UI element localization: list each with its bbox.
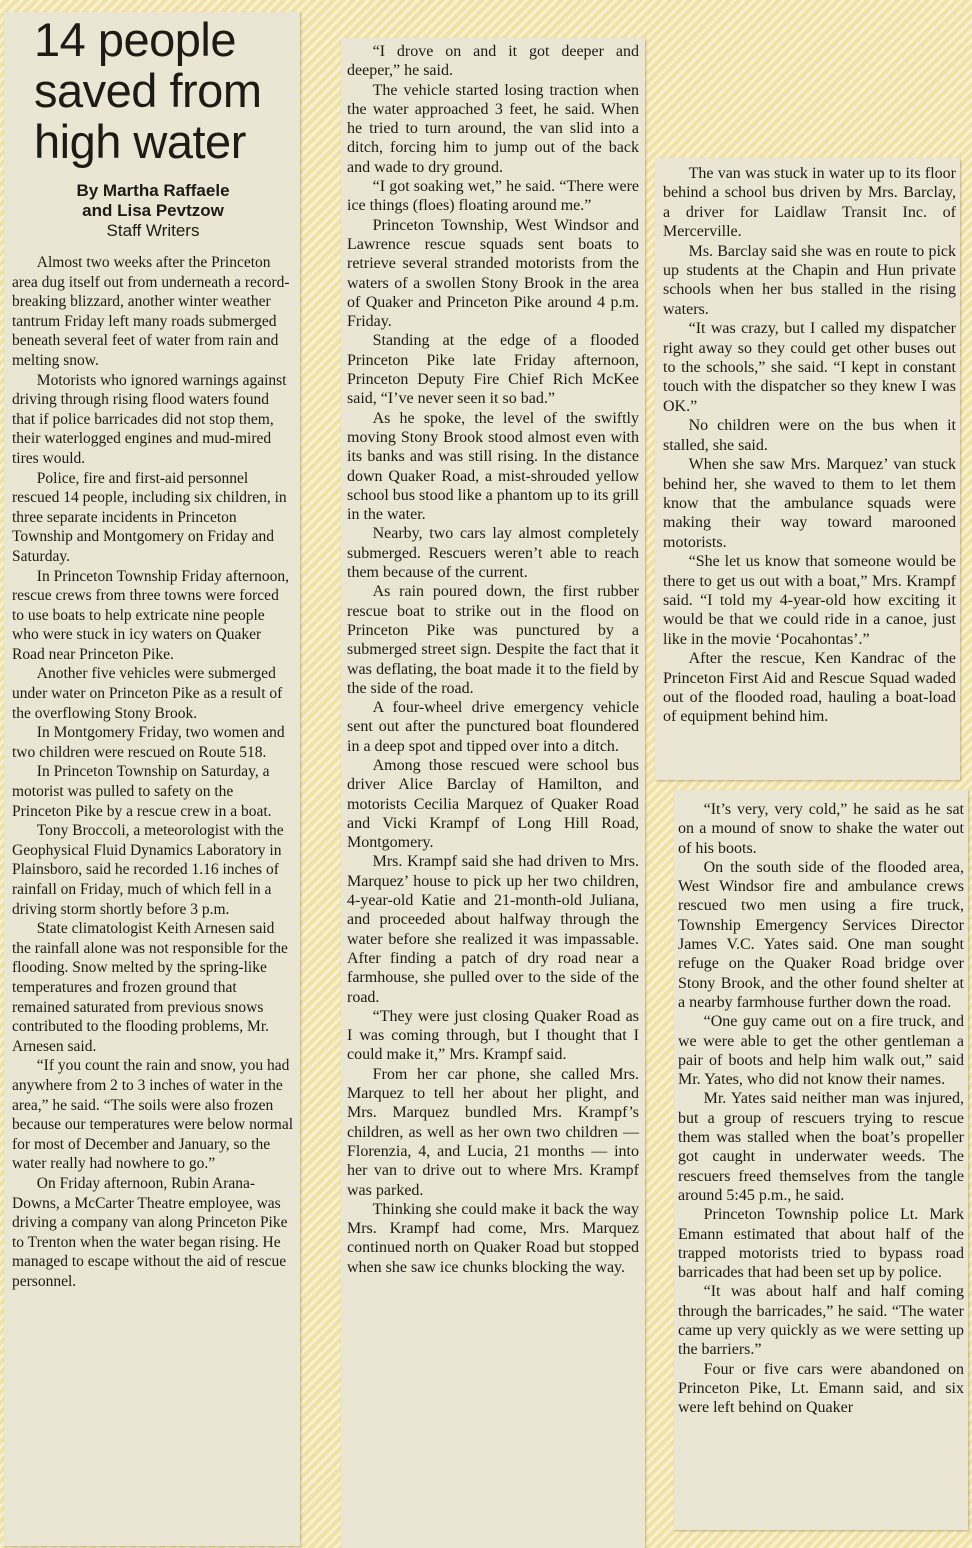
paragraph: Among those rescued were school bus driver Alice Barclay of Hamilton, and motorists Cecilia Marquez of Quaker Road and Vicki Krampf of Long Hill Road, Montgomery. (347, 756, 639, 852)
paragraph: Another five vehicles were submerged under water on Princeton Pike as a result of the overflowing Stony Brook. (12, 665, 283, 722)
column-2-clipping (341, 38, 645, 1548)
paragraph: “They were just closing Quaker Road as I was coming through, but I thought that I could make it,” Mrs. Krampf said. (347, 1007, 639, 1064)
paragraph: Mrs. Krampf said she had driven to Mrs. Marquez’ house to pick up her two children, 4-year-old Katie and 21-month-old Juliana, and proceeded about halfway through the water before she realized it was impassable. After finding a patch of dry road near a farmhouse, she pulled over to the side of the road. (347, 853, 639, 1006)
paragraph: Four or five cars were abandoned on Princeton Pike, Lt. Emann said, and six were left behind on Quaker (678, 1360, 964, 1417)
paragraph: Police, fire and first-aid personnel rescued 14 people, including six children, in three separate incidents in Princeton Township and Montgomery on Friday and Saturday. (12, 469, 287, 565)
paragraph: From her car phone, she called Mrs. Marquez to tell her about her plight, and Mrs. Marquez bundled Mrs. Krampf’s children, as well as her own two children — Florenzia, 4, and Lucia, 21 months — into her van to drive out to where Mrs. Krampf was parked. (347, 1065, 639, 1199)
column-1-text (12, 253, 294, 1291)
paragraph: Princeton Township police Lt. Mark Emann estimated that about half of the trapped motorists tried to bypass road barricades that had been set up by police. (678, 1206, 964, 1282)
headline (34, 14, 294, 167)
paragraph: “I drove on and it got deeper and deeper,” he said. (347, 43, 639, 80)
paragraph: The vehicle started losing traction when the water approached 3 feet, he said. When he tried to turn around, the van slid into a ditch, forcing him to jump out of the back and wade to dry ground. (347, 81, 639, 176)
paragraph: “It was crazy, but I called my dispatcher right away so they could get other buses out to the schools,” she said. “I kept in constant touch with the dispatcher so they knew I was OK.” (663, 320, 956, 415)
paragraph: Thinking she could make it back the way Mrs. Krampf had come, Mrs. Marquez continued north on Quaker Road but stopped when she saw ice chunks blocking the way. (347, 1200, 639, 1276)
paragraph: Standing at the edge of a flooded Princeton Pike late Friday afternoon, Princeton Deputy Fire Chief Rich McKee said, “I’ve never seen it so bad.” (347, 332, 639, 408)
paragraph: On the south side of the flooded area, West Windsor fire and ambulance crews rescued two men using a fire truck, Township Emergency Services Director James V.C. Yates said. One man sought refuge on the Quaker Road bridge over Stony Brook, and the other found shelter at a nearby farmhouse further down the road. (678, 858, 964, 1011)
paragraph: A four-wheel drive emergency vehicle sent out after the punctured boat floundered in a deep spot and tipped over into a ditch. (347, 699, 639, 755)
paragraph: As rain poured down, the first rubber rescue boat to strike out in the flood on Princeton Pike was punctured by a submerged street sign. Despite the fact that it was deflating, the boat made it to the field by the side of the road. (347, 583, 639, 697)
paragraph: Almost two weeks after the Princeton area dug itself out from underneath a record-breaking blizzard, another winter weather tantrum Friday left many roads submerged beneath several feet of water from rain and melting snow. (12, 254, 290, 369)
paragraph: Nearby, two cars lay almost completely submerged. Rescuers weren’t able to reach them because of the current. (347, 525, 639, 582)
paragraph: State climatologist Keith Arnesen said the rainfall alone was not responsible for the flooding. Snow melted by the spring-like temperatures and frozen ground that remained saturated from previous snows contributed to the flooding problems, Mr. Arnesen said. (12, 920, 288, 1055)
paragraph: In Princeton Township Friday afternoon, rescue crews from three towns were forced to use boats to help extricate nine people who were stuck in icy waters on Quaker Road near Princeton Pike. (12, 567, 289, 663)
paragraph: After the rescue, Ken Kandrac of the Princeton First Aid and Rescue Squad waded out of the flooded road, hauling a boat-load of equipment behind him. (663, 650, 956, 726)
headline-line-1: 14 people (34, 13, 236, 66)
paragraph: “She let us know that someone would be there to get us out with a boat,” Mrs. Krampf said. “I told my 4-year-old how exciting it would be that we could ride in a canoe, just like in the movie ‘Pocahontas’.” (663, 553, 956, 648)
paragraph: In Princeton Township on Saturday, a motorist was pulled to safety on the Princeton Pike by a rescue crew in a boat. (12, 763, 272, 820)
headline-line-3: high water (34, 115, 246, 168)
paragraph: “One guy came out on a fire truck, and we were able to get the other gentleman a pair of boots and help him walk out,” said Mr. Yates, who did not know their names. (678, 1013, 964, 1089)
paragraph: When she saw Mrs. Marquez’ van stuck behind her, she waved to them to let them know that the ambulance squads were making their way toward marooned motorists. (663, 456, 956, 551)
paragraph: Tony Broccoli, a meteorologist with the Geophysical Fluid Dynamics Laboratory in Plainsboro, said he recorded 1.16 inches of rainfall on Friday, much of which fell in a driving storm shortly before 3 p.m. (12, 822, 284, 918)
paragraph: Motorists who ignored warnings against driving through rising flood waters found that if police barricades did not stop them, their waterlogged engines and mud-mired tires would. (12, 371, 287, 467)
column-3-bottom-clipping (674, 790, 968, 1530)
column-3-bottom-text (678, 800, 964, 1418)
byline-author-1: By Martha Raffaele (76, 181, 230, 200)
paragraph: On Friday afternoon, Rubin Arana-Downs, a McCarter Theatre employee, was driving a company van along Princeton Pike to Trenton when the water began rising. He managed to escape without the aid of rescue personnel. (12, 1174, 288, 1290)
column-1-clipping (4, 12, 300, 1546)
paragraph: No children were on the bus when it stalled, she said. (663, 417, 956, 454)
column-3-top-text (663, 164, 956, 727)
paragraph: “If you count the rain and snow, you had anywhere from 2 to 3 inches of water in the area,” he said. “The soils were also frozen because our temperatures were below normal for most of December and January, so the water really had nowhere to go.” (12, 1057, 294, 1173)
paragraph: As he spoke, the level of the swiftly moving Stony Brook stood almost even with its banks and was still rising. In the distance down Quaker Road, a mist-shrouded yellow school bus stood like a phantom up to its grill in the water. (347, 409, 639, 524)
paragraph: Mr. Yates said neither man was injured, but a group of rescuers trying to rescue them was stalled when the boat’s propeller got caught in underwater weeds. The rescuers freed themselves from the tangle around 5:45 p.m., he said. (678, 1090, 964, 1204)
paragraph: In Montgomery Friday, two women and two children were rescued on Route 518. (12, 724, 285, 761)
headline-line-2: saved from (34, 64, 262, 117)
paragraph: “It was about half and half coming through the barricades,” he said. “The water came up very quickly as we were setting up the barriers.” (678, 1283, 964, 1359)
byline-role: Staff Writers (106, 221, 200, 240)
paragraph: The van was stuck in water up to its floor behind a school bus driven by Mrs. Barclay, a driver for Laidlaw Transit Inc. of Mercerville. (663, 165, 956, 241)
column-2-text (347, 42, 639, 1277)
paragraph: Ms. Barclay said she was en route to pick up students at the Chapin and Hun private schools when her bus stalled in the rising waters. (663, 242, 956, 318)
column-3-top-clipping (655, 158, 960, 780)
byline (12, 181, 294, 241)
byline-author-2: and Lisa Pevtzow (82, 201, 224, 220)
paragraph: Princeton Township, West Windsor and Lawrence rescue squads sent boats to retrieve several stranded motorists from the waters of a swollen Stony Brook in the area of Quaker and Princeton Pike around 4 p.m. Friday. (347, 216, 639, 331)
paragraph: “I got soaking wet,” he said. “There were ice things (floes) floating around me.” (347, 178, 639, 215)
paragraph: “It’s very, very cold,” he said as he sat on a mound of snow to shake the water out of his boots. (678, 801, 964, 857)
